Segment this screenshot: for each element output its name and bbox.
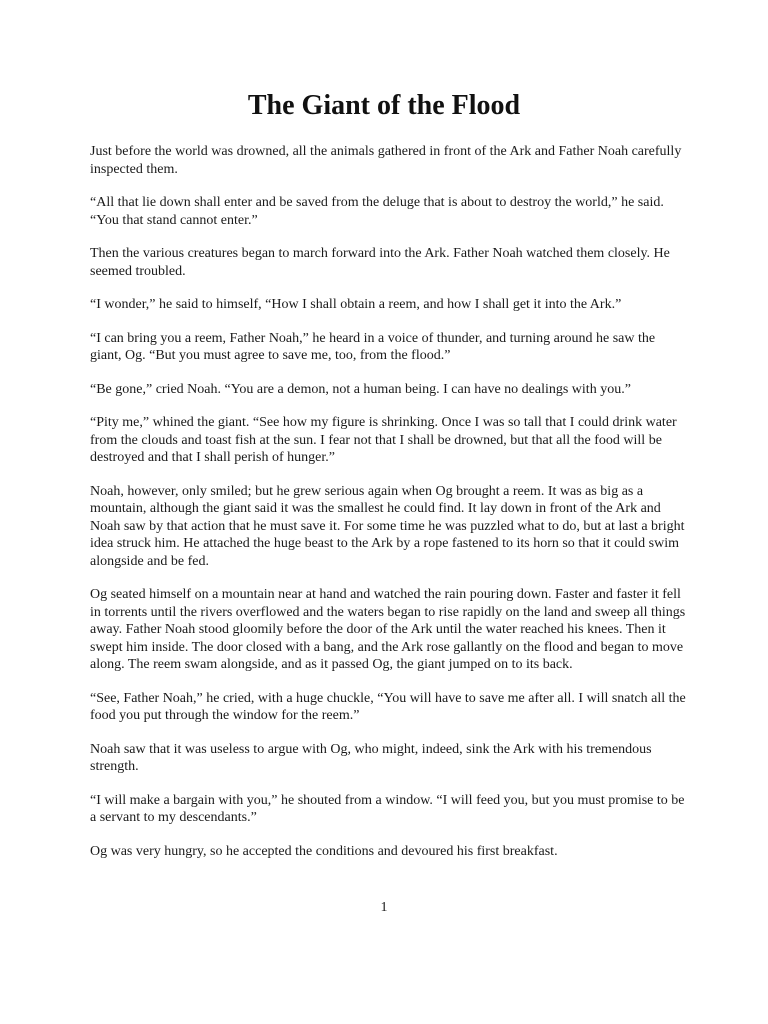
paragraph-13: Og was very hungry, so he accepted the conditions and devoured his first breakfast. bbox=[90, 843, 558, 859]
paragraph-10: “See, Father Noah,” he cried, with a huge chuckle, “You will have to save me after all. I will snatch all the food you put through the window for the reem.” bbox=[90, 690, 686, 723]
paragraph-7: “Pity me,” whined the giant. “See how my figure is shrinking. Once I was so tall that I could drink water from the clouds and toast fish at the sun. I fear not that I shall be drowned, but that all the food will be destroyed and that I shall perish of hunger.” bbox=[90, 415, 677, 465]
page-number: 1 bbox=[380, 900, 388, 915]
paragraph-12: “I will make a bargain with you,” he shouted from a window. “I will feed you, but you must promise to be a servant to my descendants.” bbox=[90, 792, 685, 825]
page-title: The Giant of the Flood bbox=[247, 90, 521, 121]
paragraph-5: “I can bring you a reem, Father Noah,” he heard in a voice of thunder, and turning around he saw the giant, Og. “But you must agree to save me, too, from the flood.” bbox=[90, 330, 656, 363]
paragraph-6: “Be gone,” cried Noah. “You are a demon, not a human being. I can have no dealings with you.” bbox=[90, 381, 631, 397]
paragraph-8: Noah, however, only smiled; but he grew serious again when Og brought a reem. It was as big as a mountain, although the giant said it was the smallest he could find. It lay down in front of the Ark and Noah saw by that action that he must save it. For some time he was puzzled what to do, but at last a bright idea struck him. He attached the huge beast to the Ark by a rope fastened to its horn so that it could swim alongside and be fed. bbox=[90, 483, 685, 569]
paragraph-4: “I wonder,” he said to himself, “How I shall obtain a reem, and how I shall get it into the Ark.” bbox=[90, 297, 622, 312]
paragraph-2: “All that lie down shall enter and be saved from the deluge that is about to destroy the world,” he said. “You that stand cannot enter.” bbox=[90, 195, 664, 228]
paragraph-11: Noah saw that it was useless to argue with Og, who might, indeed, sink the Ark with his tremendous strength. bbox=[90, 741, 652, 774]
paragraph-9: Og seated himself on a mountain near at hand and watched the rain pouring down. Faster and faster it fell in torrents until the rivers overflowed and the waters began to rise rapidly on the land and sweep all things away. Father Noah stood gloomily before the door of the Ark until the water reached his knees. Then it swept him inside. The door closed with a bang, and the Ark rose gallantly on the flood and began to move along. The reem swam alongside, and as it passed Og, the giant jumped on to its back. bbox=[90, 587, 686, 672]
story-body bbox=[90, 143, 688, 876]
paragraph-3: Then the various creatures began to march forward into the Ark. Father Noah watched them closely. He seemed troubled. bbox=[90, 246, 670, 279]
paragraph-1: Just before the world was drowned, all the animals gathered in front of the Ark and Father Noah carefully inspected them. bbox=[90, 144, 682, 177]
